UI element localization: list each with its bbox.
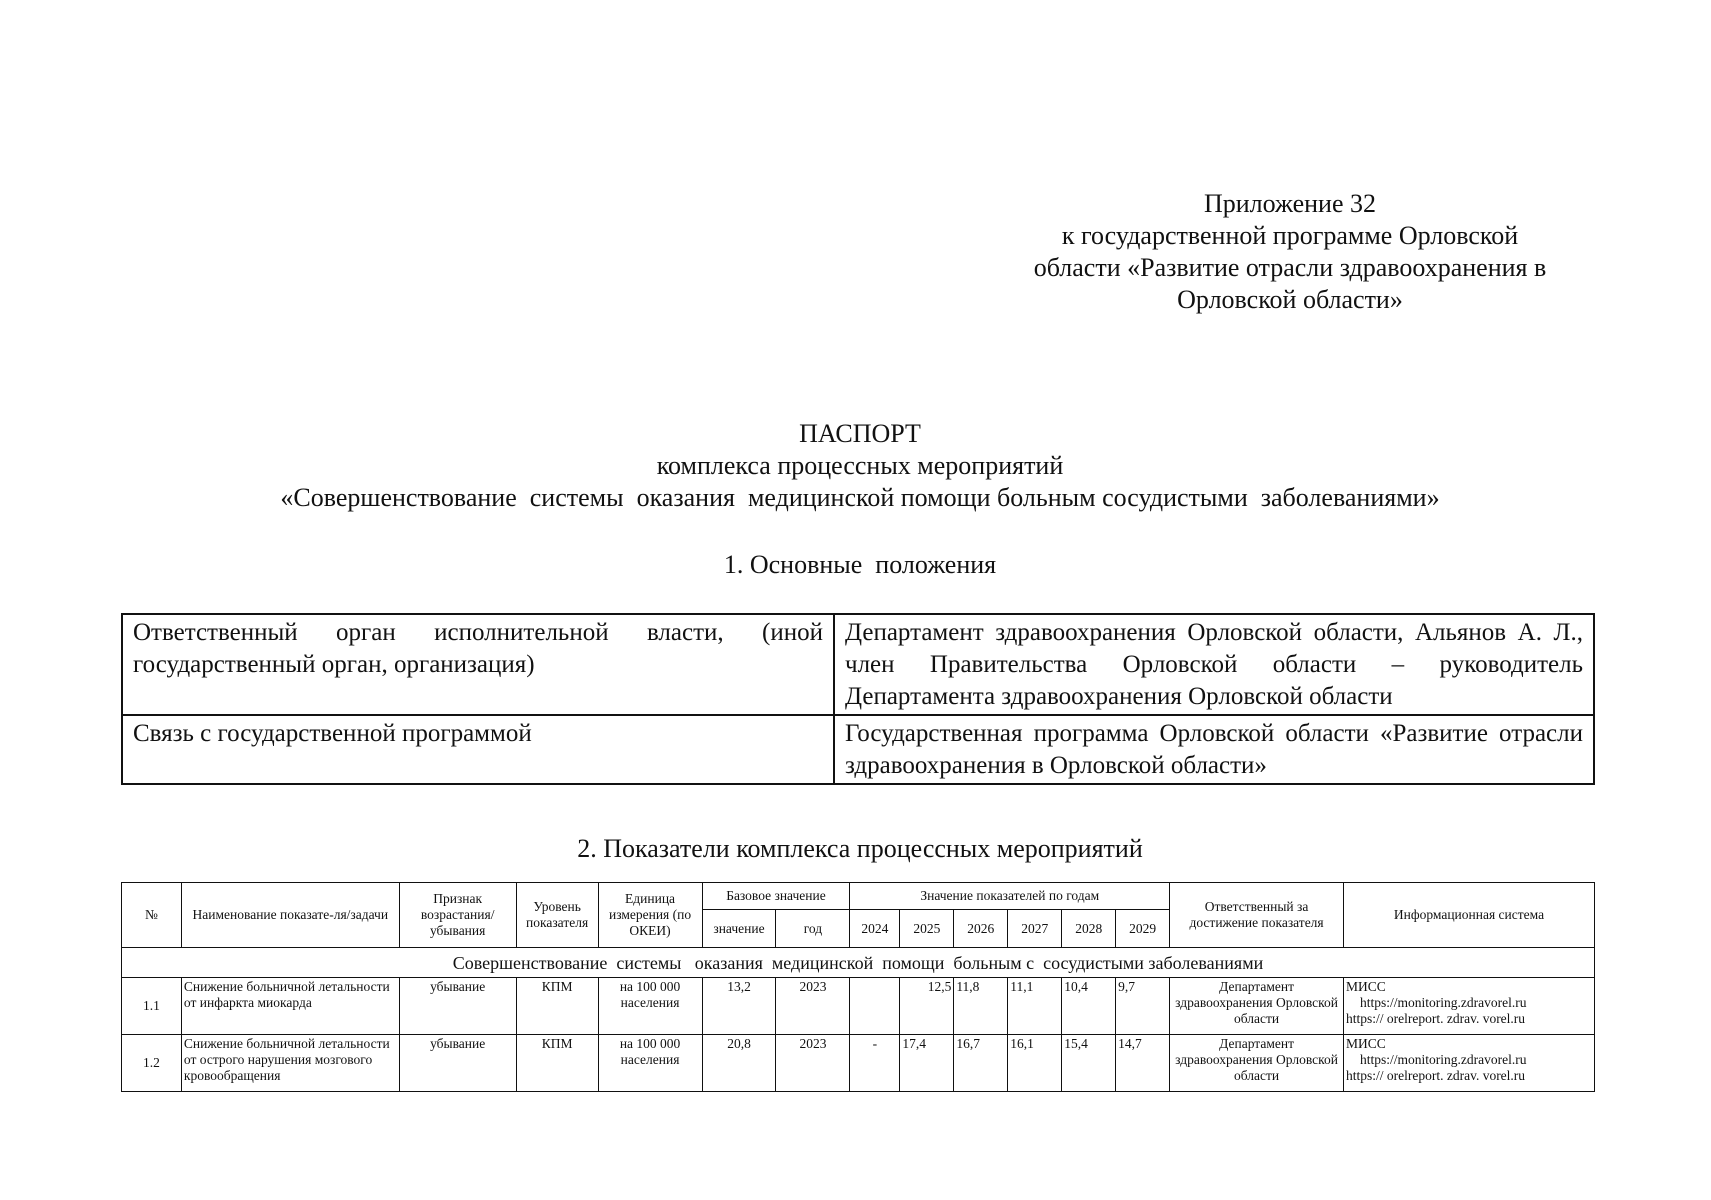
row-value-2027: 16,1 [1008,1035,1062,1092]
row-value-2026: 16,7 [954,1035,1008,1092]
table-row [122,614,1594,715]
row-level: КПМ [516,978,598,1035]
row-base-value: 13,2 [702,978,776,1035]
col-year-header: 2027 [1008,910,1062,948]
row-value-2029: 14,7 [1116,1035,1170,1092]
info-system-name: МИСС [1345,1036,1386,1051]
info-system-url: https://monitoring.zdravorel.ru [1359,1052,1527,1067]
row-num: 1.1 [122,978,182,1035]
row-base-year: 2023 [776,978,850,1035]
table-row [122,715,1594,784]
col-year-header: 2025 [900,910,954,948]
appendix-line-1: Приложение 32 [1203,189,1377,218]
col-level-header: Уровень показателя [516,883,598,948]
row-num: 1.2 [122,1035,182,1092]
col-responsible-header: Ответственный за достижение показателя [1170,883,1344,948]
col-trend-header: Признак возрастания/ убывания [399,883,516,948]
program-name: «Совершенствование системы оказания медицинской помощи больным сосудистыми заболеваниями» [280,483,1440,512]
col-name-header: Наименование показате-ля/задачи [181,883,399,948]
responsible-body-label: Ответственный орган исполнительной власти, (иной государственный орган, организация) [122,614,834,715]
appendix-line-2: к государственной программе Орловской [1061,221,1519,250]
task-section-label: Совершенствование системы оказания медицинской помощи больным с сосудистыми заболеваниями [122,948,1595,978]
row-unit: на 100 000 населения [598,978,702,1035]
document-title-block [120,418,1600,514]
basic-provisions-table [121,613,1595,785]
col-unit-header: Единица измерения (по ОКЕИ) [598,883,702,948]
row-value-2024 [850,978,900,1035]
col-num-header: № [122,883,182,948]
section-row [122,948,1595,978]
row-responsible: Департамент здравоохранения Орловской области [1170,1035,1344,1092]
row-level: КПМ [516,1035,598,1092]
info-system-url: https://monitoring.zdravorel.ru [1359,995,1527,1010]
row-value-2027: 11,1 [1008,978,1062,1035]
appendix-line-4: Орловской области» [1177,285,1403,314]
col-base-value-header: значение [702,910,776,948]
section-2-title: 2. Показатели комплекса процессных мероприятий [577,834,1143,863]
info-system-name: МИСС [1345,979,1386,994]
document-subtitle: комплекса процессных мероприятий [656,451,1064,480]
row-trend: убывание [399,1035,516,1092]
col-years-header: Значение показателей по годам [850,883,1170,910]
row-base-value: 20,8 [702,1035,776,1092]
row-value-2026: 11,8 [954,978,1008,1035]
row-info-system [1343,978,1594,1035]
row-value-2025: 17,4 [900,1035,954,1092]
col-year-header: 2028 [1062,910,1116,948]
row-trend: убывание [399,978,516,1035]
col-year-header: 2029 [1116,910,1170,948]
row-indicator-name: Снижение больничной летальности от острого нарушения мозгового кровообращения [181,1035,399,1092]
header-row [122,883,1595,910]
row-value-2025: 12,5 [900,978,954,1035]
program-link-value: Государственная программа Орловской области «Развитие отрасли здравоохранения в Орловской области» [834,715,1594,784]
col-base-year-header: год [776,910,850,948]
col-info-system-header: Информационная система [1343,883,1594,948]
row-value-2029: 9,7 [1116,978,1170,1035]
info-system-url: https:// orelreport. zdrav. vorel.ru [1345,1011,1526,1026]
table-row [122,1035,1595,1092]
appendix-note [980,188,1600,316]
section-1-title: 1. Основные положения [723,550,997,579]
appendix-line-3: области «Развитие отрасли здравоохранения в [1033,253,1547,282]
col-year-header: 2024 [850,910,900,948]
responsible-body-value: Департамент здравоохранения Орловской области, Альянов А. Л., член Правительства Орловской области – руководитель Департамента здравоохранения Орловской области [834,614,1594,715]
row-value-2024: - [850,1035,900,1092]
row-info-system [1343,1035,1594,1092]
row-indicator-name: Снижение больничной летальности от инфаркта миокарда [181,978,399,1035]
row-unit: на 100 000 населения [598,1035,702,1092]
info-system-url: https:// orelreport. zdrav. vorel.ru [1345,1068,1526,1083]
col-year-header: 2026 [954,910,1008,948]
indicators-table [121,882,1595,1092]
document-title: ПАСПОРТ [799,419,921,448]
row-value-2028: 15,4 [1062,1035,1116,1092]
row-responsible: Департамент здравоохранения Орловской области [1170,978,1344,1035]
col-base-header: Базовое значение [702,883,850,910]
program-link-label: Связь с государственной программой [122,715,834,784]
row-value-2028: 10,4 [1062,978,1116,1035]
row-base-year: 2023 [776,1035,850,1092]
table-row [122,978,1595,1035]
